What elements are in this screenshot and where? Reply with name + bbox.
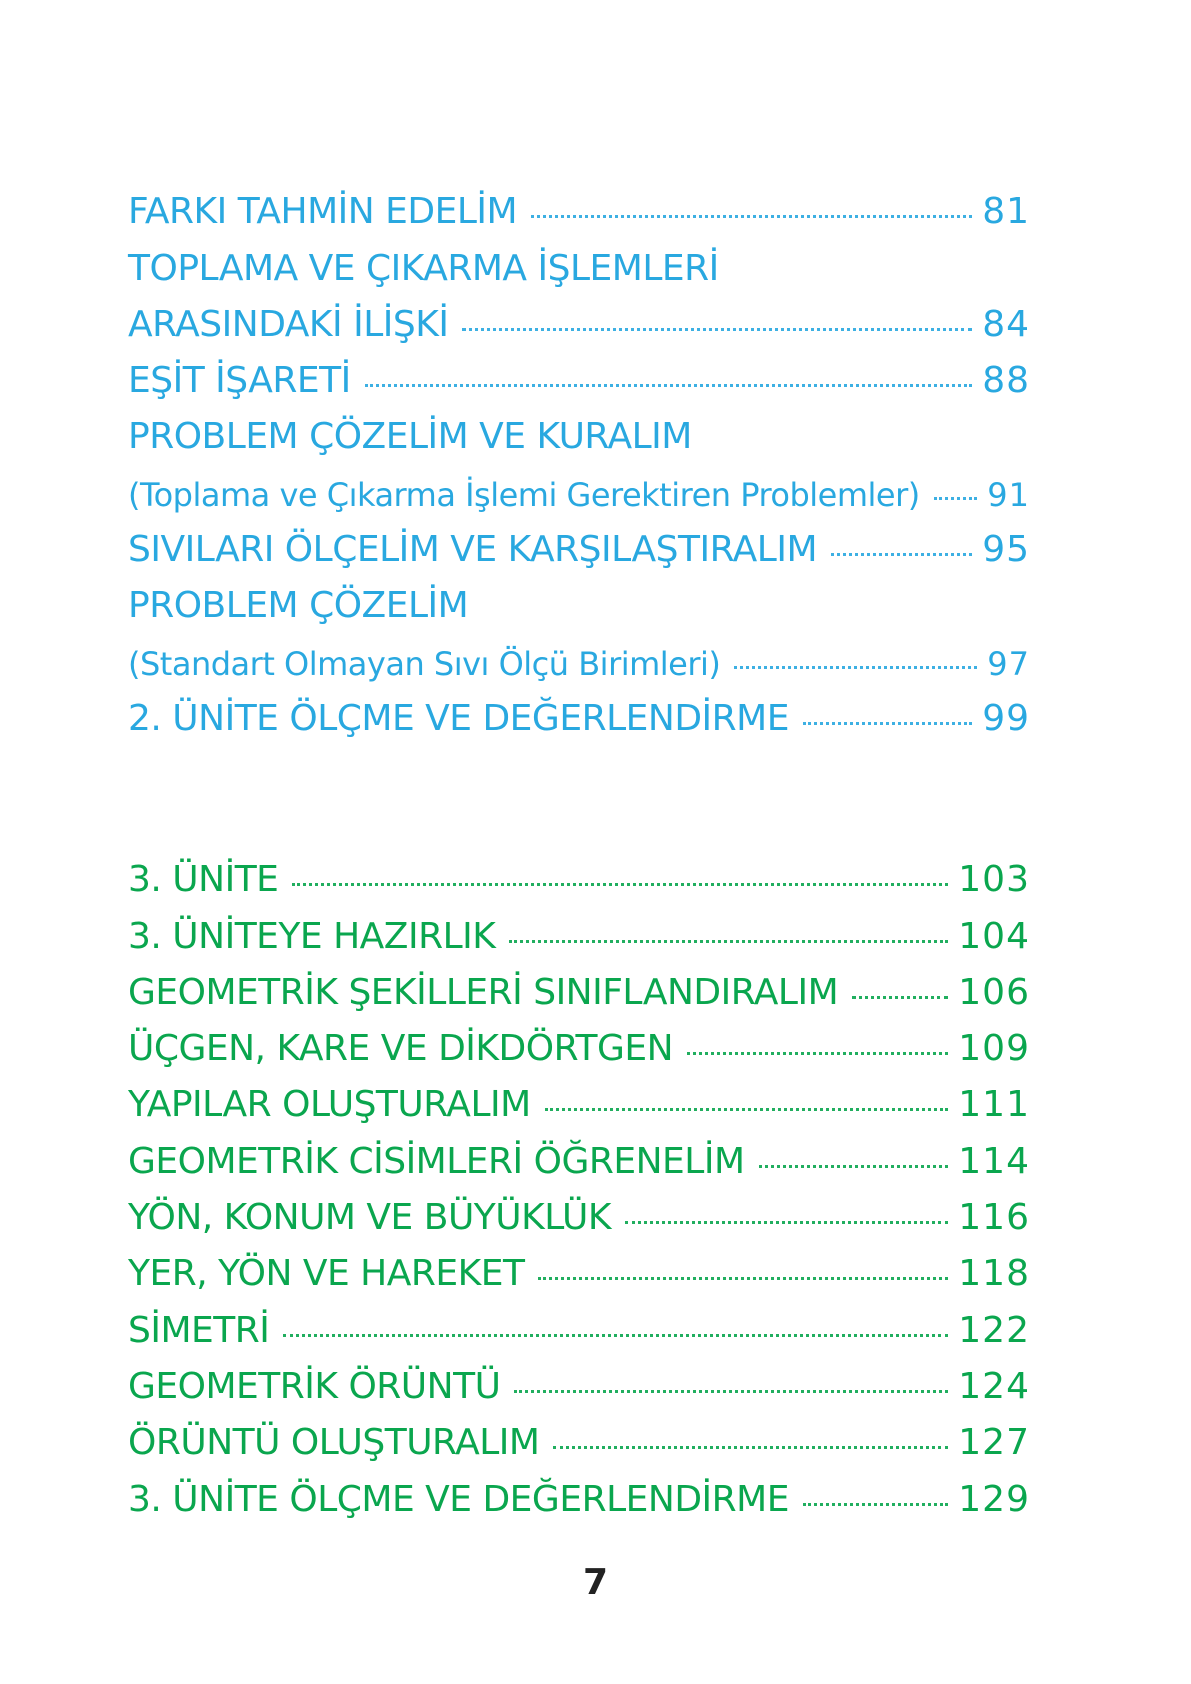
toc-entry[interactable] (128, 900, 1030, 956)
toc-entry-page: 81 (982, 191, 1030, 233)
toc-entry-title: PROBLEM ÇÖZELİM VE KURALIM (128, 416, 692, 458)
toc-entry-title: 3. ÜNİTE (128, 859, 279, 901)
dot-leader (759, 1165, 949, 1168)
toc-entry[interactable] (128, 232, 1030, 288)
toc-unit-2 (128, 176, 1030, 739)
toc-entry[interactable] (128, 1407, 1030, 1463)
toc-entry-page: 99 (982, 697, 1030, 739)
dot-leader (553, 1446, 948, 1449)
toc-entry-page: 111 (958, 1084, 1030, 1126)
toc-entry-title: ARASINDAKİ İLİŞKİ (128, 303, 449, 345)
toc-entry-title: ÖRÜNTÜ OLUŞTURALIM (128, 1422, 540, 1464)
dot-leader (625, 1221, 948, 1224)
toc-entry-title: GEOMETRİK CİSİMLERİ ÖĞRENELİM (128, 1140, 745, 1182)
toc-entry-title: EŞİT İŞARETİ (128, 360, 351, 402)
dot-leader (852, 996, 948, 999)
toc-entry-title: GEOMETRİK ŞEKİLLERİ SINIFLANDIRALIM (128, 971, 839, 1013)
toc-entry-title: FARKI TAHMİN EDELİM (128, 191, 518, 233)
dot-leader (514, 1390, 948, 1393)
toc-entry-title: (Standart Olmayan Sıvı Ölçü Birimleri) (128, 644, 721, 683)
toc-entry[interactable] (128, 401, 1030, 457)
toc-entry[interactable] (128, 1069, 1030, 1125)
dot-leader (509, 940, 948, 943)
dot-leader (538, 1277, 948, 1280)
toc-entry-title: YAPILAR OLUŞTURALIM (128, 1084, 531, 1126)
toc-entry-page: 84 (982, 303, 1030, 345)
toc-entry-title: SIVILARI ÖLÇELİM VE KARŞILAŞTIRALIM (128, 529, 818, 571)
toc-entry[interactable] (128, 1125, 1030, 1181)
toc-entry-page: 116 (958, 1197, 1030, 1239)
toc-entry-title: PROBLEM ÇÖZELİM (128, 585, 469, 627)
toc-entry-title: YÖN, KONUM VE BÜYÜKLÜK (128, 1197, 611, 1239)
toc-entry-page: 103 (958, 859, 1030, 901)
toc-entry[interactable] (128, 844, 1030, 900)
toc-entry[interactable] (128, 570, 1030, 626)
toc-entry[interactable] (128, 289, 1030, 345)
toc-entry-page: 109 (958, 1028, 1030, 1070)
toc-entry-page: 91 (987, 475, 1030, 514)
toc-entry-page: 114 (958, 1140, 1030, 1182)
dot-leader (831, 553, 972, 556)
toc-entry-page: 97 (987, 644, 1030, 683)
toc-entry-page: 127 (958, 1422, 1030, 1464)
toc-entry-page: 95 (982, 529, 1030, 571)
toc-entry[interactable] (128, 345, 1030, 401)
dot-leader (292, 883, 948, 886)
toc-entry[interactable] (128, 514, 1030, 570)
toc-entry-page: 106 (958, 971, 1030, 1013)
toc-entry[interactable] (128, 176, 1030, 232)
dot-leader (365, 384, 972, 387)
dot-leader (803, 722, 972, 725)
toc-entry[interactable] (128, 457, 1030, 513)
page-number: 7 (582, 1562, 609, 1603)
toc-entry-title: GEOMETRİK ÖRÜNTÜ (128, 1365, 501, 1407)
toc-entry-title: (Toplama ve Çıkarma İşlemi Gerektiren Problemler) (128, 475, 920, 514)
dot-leader (734, 666, 977, 669)
dot-leader (462, 328, 972, 331)
toc-entry-page: 124 (958, 1365, 1030, 1407)
toc-entry[interactable] (128, 957, 1030, 1013)
toc-entry[interactable] (128, 1351, 1030, 1407)
toc-entry-title: 3. ÜNİTE ÖLÇME VE DEĞERLENDİRME (128, 1478, 789, 1520)
toc-entry[interactable] (128, 1182, 1030, 1238)
dot-leader (545, 1108, 949, 1111)
toc-entry-title: TOPLAMA VE ÇIKARMA İŞLEMLERİ (128, 247, 719, 289)
toc-entry-title: YER, YÖN VE HAREKET (128, 1253, 525, 1295)
toc-entry[interactable] (128, 683, 1030, 739)
dot-leader (803, 1503, 948, 1506)
dot-leader (934, 497, 978, 500)
dot-leader (283, 1334, 948, 1337)
toc-entry-page: 118 (958, 1253, 1030, 1295)
toc-entry-page: 88 (982, 360, 1030, 402)
dot-leader (531, 215, 972, 218)
toc-entry[interactable] (128, 1013, 1030, 1069)
toc-entry[interactable] (128, 1238, 1030, 1294)
dot-leader (687, 1052, 948, 1055)
toc-entry[interactable] (128, 1463, 1030, 1519)
toc-entry-page: 122 (958, 1309, 1030, 1351)
toc-unit-3 (128, 844, 1030, 1520)
toc-entry-title: 2. ÜNİTE ÖLÇME VE DEĞERLENDİRME (128, 697, 789, 739)
toc-entry-title: SİMETRİ (128, 1309, 270, 1351)
toc-entry-title: ÜÇGEN, KARE VE DİKDÖRTGEN (128, 1028, 674, 1070)
toc-entry[interactable] (128, 626, 1030, 682)
toc-entry-page: 129 (958, 1478, 1030, 1520)
toc-entry[interactable] (128, 1294, 1030, 1350)
toc-entry-title: 3. ÜNİTEYE HAZIRLIK (128, 915, 496, 957)
toc-entry-page: 104 (958, 915, 1030, 957)
